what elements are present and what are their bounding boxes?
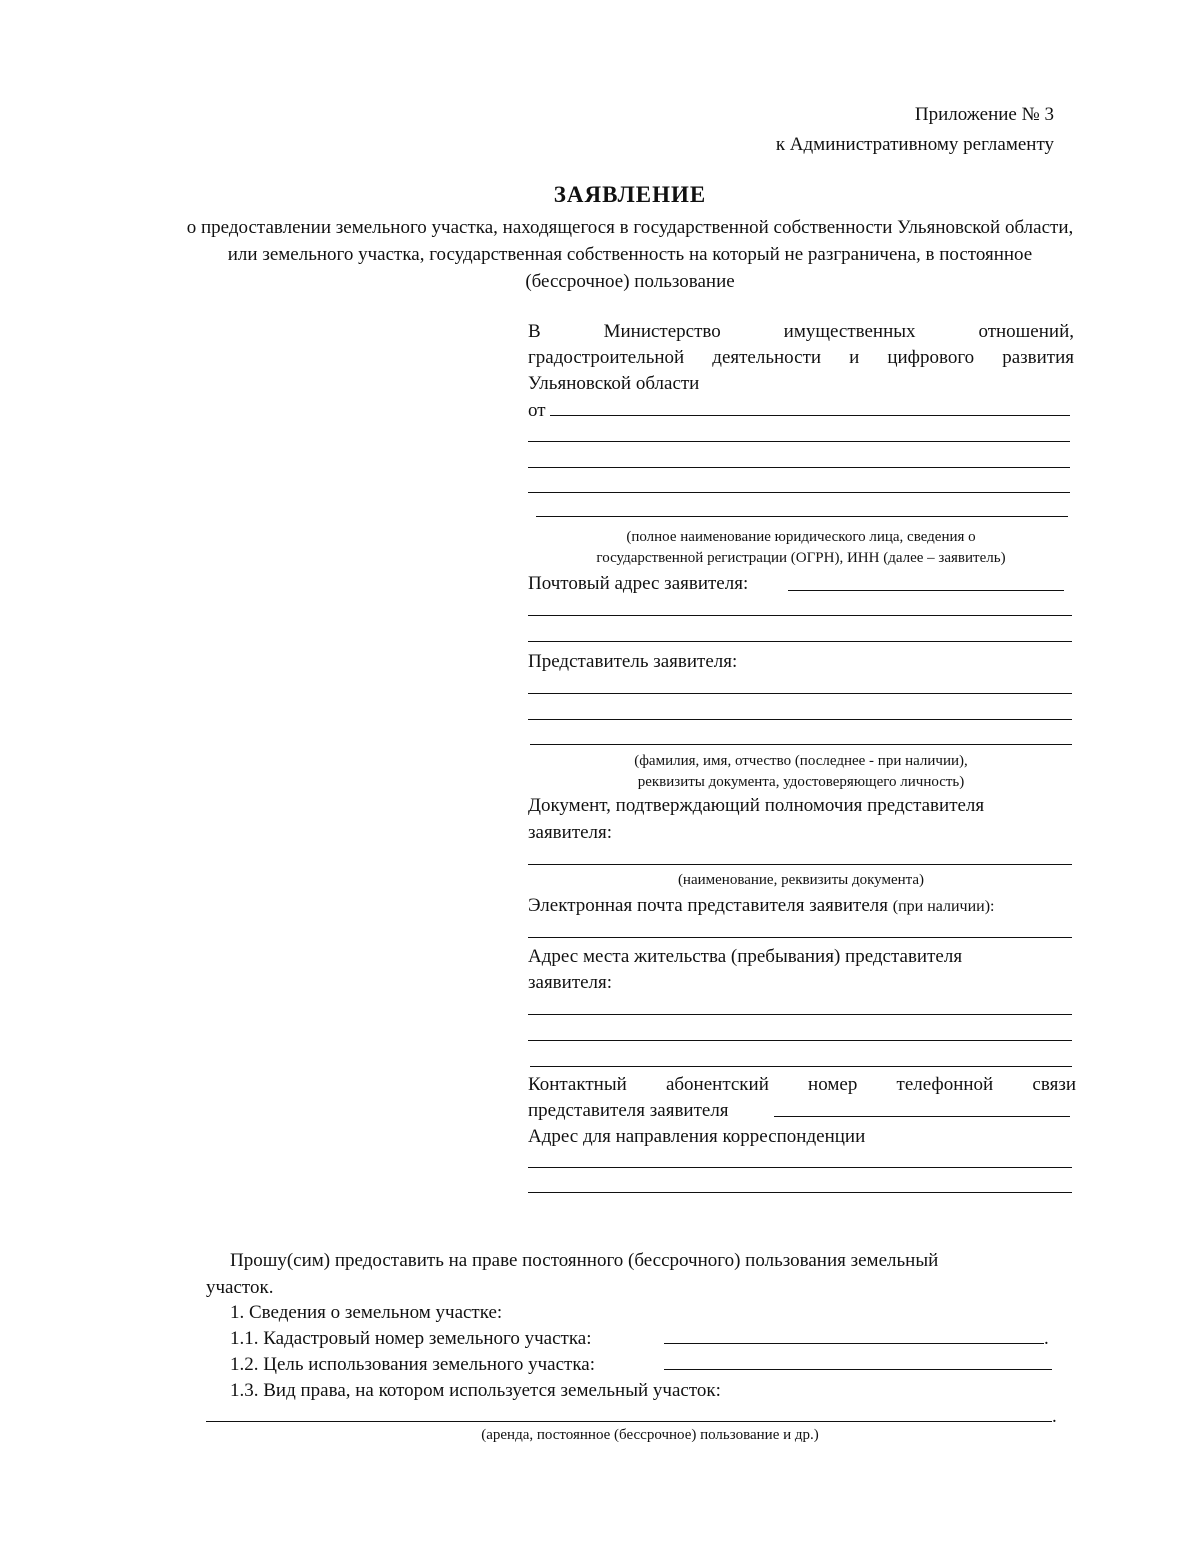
postal-address-fill-line [788,590,1064,591]
right-type-period: . [1052,1406,1057,1427]
residence-label-2: заявителя: [528,972,613,993]
residence-label-1: Адрес места жительства (пребывания) представителя [528,946,963,967]
authority-doc-fill-line [528,864,1072,865]
addressee-line-2: градостроительной деятельности и цифрового развития [528,347,1074,368]
usage-purpose-fill-line [664,1369,1052,1370]
postal-address-line-2 [528,615,1072,616]
request-line-1: Прошу(сим) предоставить на праве постоянного (бессрочного) пользования земельный [230,1250,939,1271]
residence-fill-line-3 [530,1066,1072,1067]
applicant-fill-line-3 [528,492,1070,493]
cadastral-period: . [1044,1328,1049,1349]
postal-address-line-3 [528,641,1072,642]
cadastral-number-fill-line [664,1343,1044,1344]
usage-purpose-label: 1.2. Цель использования земельного участка: [230,1354,595,1375]
email-fill-line [528,937,1072,938]
correspondence-label: Адрес для направления корреспонденции [528,1126,866,1147]
email-hint: (при наличии): [892,898,995,915]
correspondence-fill-line-2 [528,1192,1072,1193]
applicant-fill-line-1 [528,441,1070,442]
request-line-2: участок. [206,1277,274,1298]
addressee-line-3: Ульяновской области [528,373,700,394]
document-title: ЗАЯВЛЕНИЕ [553,182,707,207]
representative-label: Представитель заявителя: [528,651,738,672]
from-label: от [528,400,546,421]
applicant-hint-1: (полное наименование юридического лица, сведения о [626,529,976,545]
representative-hint-2: реквизиты документа, удостоверяющего личность) [637,774,965,790]
email-label-row [528,892,1088,920]
representative-hint-1: (фамилия, имя, отчество (последнее - при наличии), [634,753,968,769]
annex-number: Приложение № 3 [914,104,1054,125]
correspondence-fill-line-1 [528,1167,1072,1168]
residence-fill-line-2 [528,1040,1072,1041]
applicant-hint-2: государственной регистрации (ОГРН), ИНН (далее – заявитель) [596,550,1006,566]
residence-fill-line-1 [528,1014,1072,1015]
representative-fill-line-1 [528,693,1072,694]
representative-fill-line-3 [530,744,1072,745]
from-fill-line [550,415,1070,416]
authority-doc-hint: (наименование, реквизиты документа) [677,872,925,888]
document-subtitle: о предоставлении земельного участка, находящегося в государственной собственности Ульяновской области, или земельного участка, государственная собственность на который не разграничена, в постоянное (бессрочное) пользование [186,217,1074,292]
applicant-fill-line-4 [536,516,1068,517]
email-label: Электронная почта представителя заявителя [528,895,888,916]
authority-doc-label-1: Документ, подтверждающий полномочия представителя [528,795,985,816]
phone-label-2: представителя заявителя [528,1100,729,1121]
authority-doc-label-2: заявителя: [528,822,613,843]
phone-label-1: Контактный абонентский номер телефонной связи [528,1074,1076,1095]
right-type-label: 1.3. Вид права, на котором используется земельный участок: [230,1380,721,1401]
cadastral-number-label: 1.1. Кадастровый номер земельного участка: [230,1328,592,1349]
section-1-heading: 1. Сведения о земельном участке: [230,1302,503,1323]
annex-reference: к Административному регламенту [775,134,1054,155]
postal-address-label: Почтовый адрес заявителя: [528,573,749,594]
right-type-hint: (аренда, постоянное (бессрочное) пользование и др.) [481,1427,819,1443]
addressee-line-1: В Министерство имущественных отношений, [528,321,1074,342]
applicant-fill-line-2 [528,467,1070,468]
phone-fill-line [774,1116,1070,1117]
right-type-fill-line [206,1421,1052,1422]
representative-fill-line-2 [528,719,1072,720]
